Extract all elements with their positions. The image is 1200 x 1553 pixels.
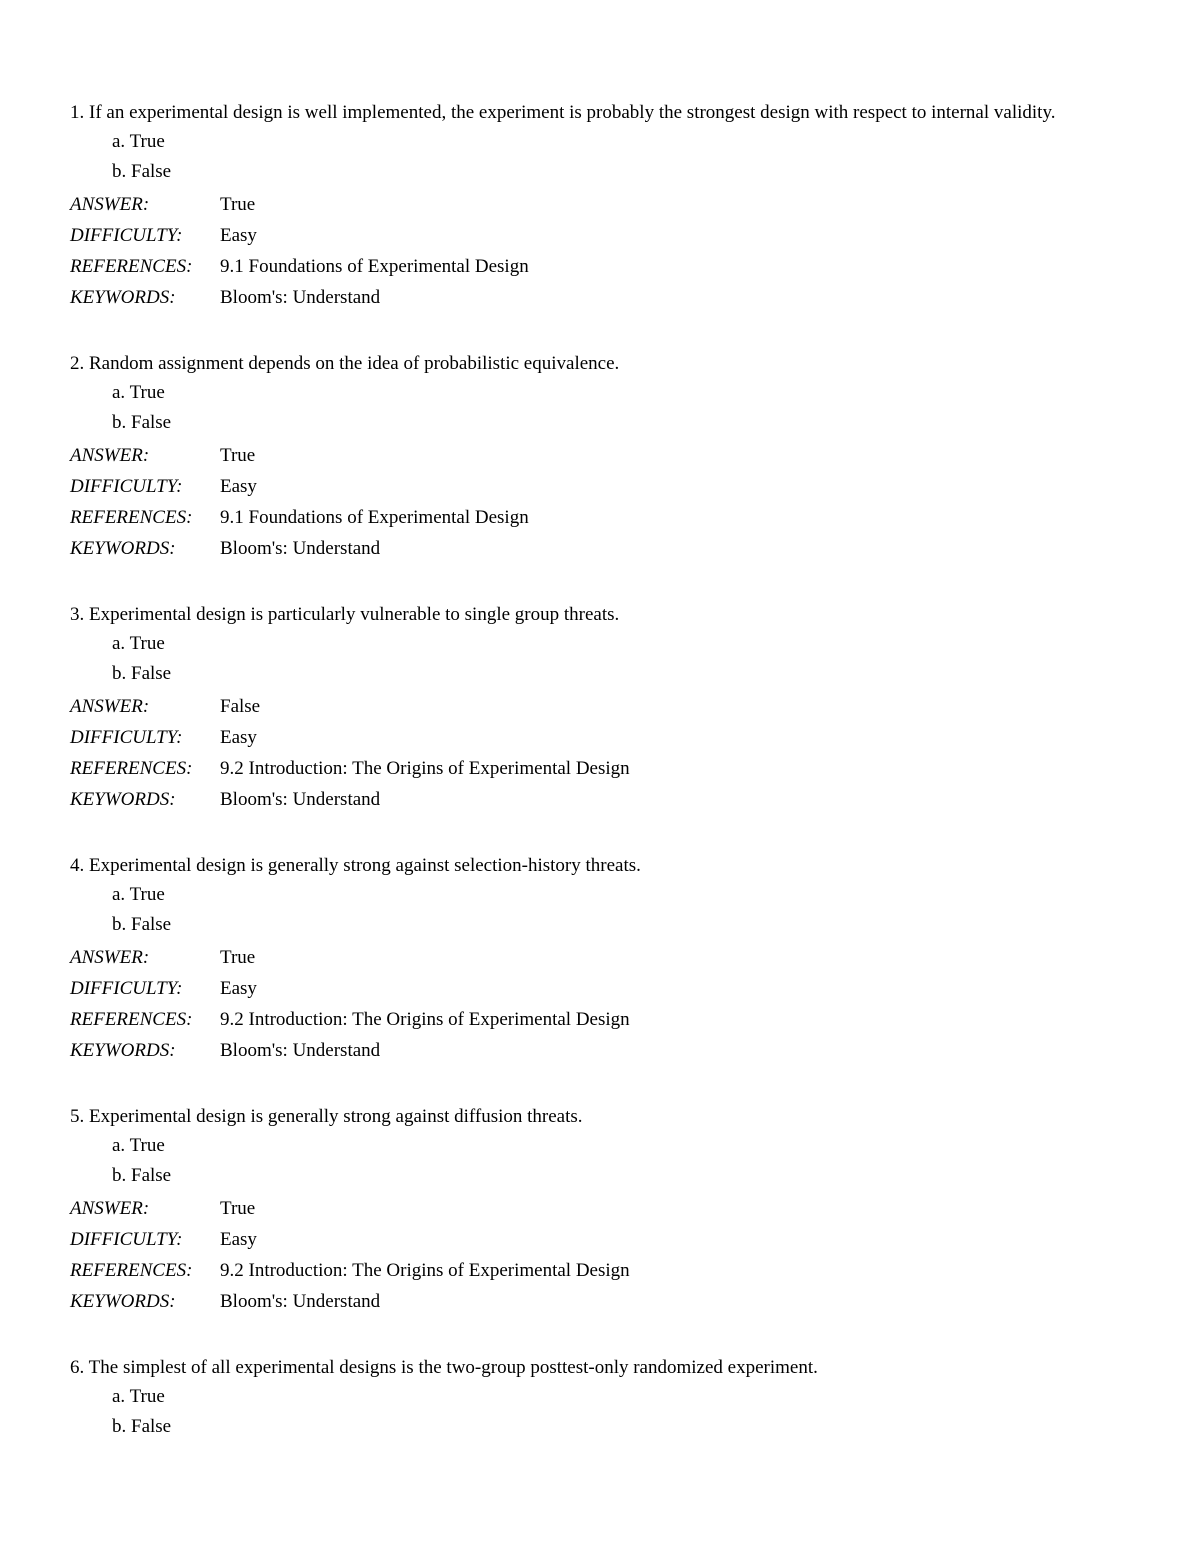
- keywords-label: KEYWORDS:: [70, 1291, 176, 1312]
- keywords-label: KEYWORDS:: [70, 538, 176, 559]
- difficulty-label: DIFFICULTY:: [70, 727, 183, 748]
- keywords-label: KEYWORDS:: [70, 789, 176, 810]
- references-row: [70, 753, 1130, 784]
- references-label: REFERENCES:: [70, 758, 193, 779]
- options-list: [112, 880, 1130, 940]
- answer-label: ANSWER:: [70, 696, 150, 717]
- answer-row: [70, 691, 1130, 722]
- difficulty-value: Easy: [220, 1229, 257, 1250]
- question-5: [70, 1104, 1130, 1317]
- answer-value: True: [220, 947, 256, 968]
- references-label: REFERENCES:: [70, 507, 193, 528]
- references-value: 9.1 Foundations of Experimental Design: [220, 507, 529, 528]
- question-6: [70, 1355, 1130, 1442]
- option-a: a. True: [112, 884, 165, 905]
- keywords-value: Bloom's: Understand: [220, 287, 381, 308]
- difficulty-row: [70, 1224, 1130, 1255]
- difficulty-value: Easy: [220, 978, 257, 999]
- keywords-label: KEYWORDS:: [70, 1040, 176, 1061]
- keywords-label: KEYWORDS:: [70, 287, 176, 308]
- answer-value: True: [220, 194, 256, 215]
- option-a: a. True: [112, 1135, 165, 1156]
- option-a: a. True: [112, 633, 165, 654]
- question-2: [70, 351, 1130, 564]
- references-value: 9.2 Introduction: The Origins of Experimental Design: [220, 758, 630, 779]
- keywords-row: [70, 784, 1130, 815]
- question-text: 6. The simplest of all experimental designs is the two-group posttest-only randomized experiment.: [70, 1357, 818, 1378]
- option-b: b. False: [112, 161, 172, 182]
- answer-value: False: [220, 696, 261, 717]
- references-value: 9.2 Introduction: The Origins of Experimental Design: [220, 1260, 630, 1281]
- answer-label: ANSWER:: [70, 445, 150, 466]
- difficulty-label: DIFFICULTY:: [70, 225, 183, 246]
- keywords-row: [70, 282, 1130, 313]
- answer-value: True: [220, 445, 256, 466]
- question-text: 5. Experimental design is generally strong against diffusion threats.: [70, 1106, 583, 1127]
- difficulty-row: [70, 722, 1130, 753]
- references-row: [70, 1004, 1130, 1035]
- references-label: REFERENCES:: [70, 1260, 193, 1281]
- options-list: [112, 1131, 1130, 1191]
- option-b: b. False: [112, 914, 172, 935]
- answer-value: True: [220, 1198, 256, 1219]
- question-text: 4. Experimental design is generally strong against selection-history threats.: [70, 855, 641, 876]
- keywords-value: Bloom's: Understand: [220, 1291, 381, 1312]
- keywords-row: [70, 1035, 1130, 1066]
- answer-row: [70, 942, 1130, 973]
- document-page: [70, 100, 1130, 1480]
- option-b: b. False: [112, 663, 172, 684]
- difficulty-row: [70, 220, 1130, 251]
- references-row: [70, 502, 1130, 533]
- options-list: [112, 629, 1130, 689]
- references-row: [70, 251, 1130, 282]
- option-b: b. False: [112, 1416, 172, 1437]
- question-text: 2. Random assignment depends on the idea of probabilistic equivalence.: [70, 353, 620, 374]
- difficulty-label: DIFFICULTY:: [70, 978, 183, 999]
- question-text: 3. Experimental design is particularly vulnerable to single group threats.: [70, 604, 620, 625]
- option-b: b. False: [112, 412, 172, 433]
- references-value: 9.1 Foundations of Experimental Design: [220, 256, 529, 277]
- question-text: 1. If an experimental design is well implemented, the experiment is probably the strongest design with respect to internal validity.: [70, 102, 1056, 123]
- keywords-row: [70, 1286, 1130, 1317]
- references-value: 9.2 Introduction: The Origins of Experimental Design: [220, 1009, 630, 1030]
- difficulty-label: DIFFICULTY:: [70, 476, 183, 497]
- answer-label: ANSWER:: [70, 947, 150, 968]
- question-3: [70, 602, 1130, 815]
- question-4: [70, 853, 1130, 1066]
- keywords-row: [70, 533, 1130, 564]
- keywords-value: Bloom's: Understand: [220, 789, 381, 810]
- options-list: [112, 127, 1130, 187]
- options-list: [112, 1382, 1130, 1442]
- option-b: b. False: [112, 1165, 172, 1186]
- difficulty-row: [70, 471, 1130, 502]
- difficulty-label: DIFFICULTY:: [70, 1229, 183, 1250]
- answer-row: [70, 189, 1130, 220]
- answer-row: [70, 440, 1130, 471]
- keywords-value: Bloom's: Understand: [220, 538, 381, 559]
- references-row: [70, 1255, 1130, 1286]
- keywords-value: Bloom's: Understand: [220, 1040, 381, 1061]
- options-list: [112, 378, 1130, 438]
- answer-row: [70, 1193, 1130, 1224]
- references-label: REFERENCES:: [70, 1009, 193, 1030]
- answer-label: ANSWER:: [70, 1198, 150, 1219]
- difficulty-value: Easy: [220, 225, 257, 246]
- difficulty-row: [70, 973, 1130, 1004]
- answer-label: ANSWER:: [70, 194, 150, 215]
- difficulty-value: Easy: [220, 727, 257, 748]
- difficulty-value: Easy: [220, 476, 257, 497]
- references-label: REFERENCES:: [70, 256, 193, 277]
- option-a: a. True: [112, 382, 165, 403]
- option-a: a. True: [112, 131, 165, 152]
- option-a: a. True: [112, 1386, 165, 1407]
- question-1: [70, 100, 1130, 313]
